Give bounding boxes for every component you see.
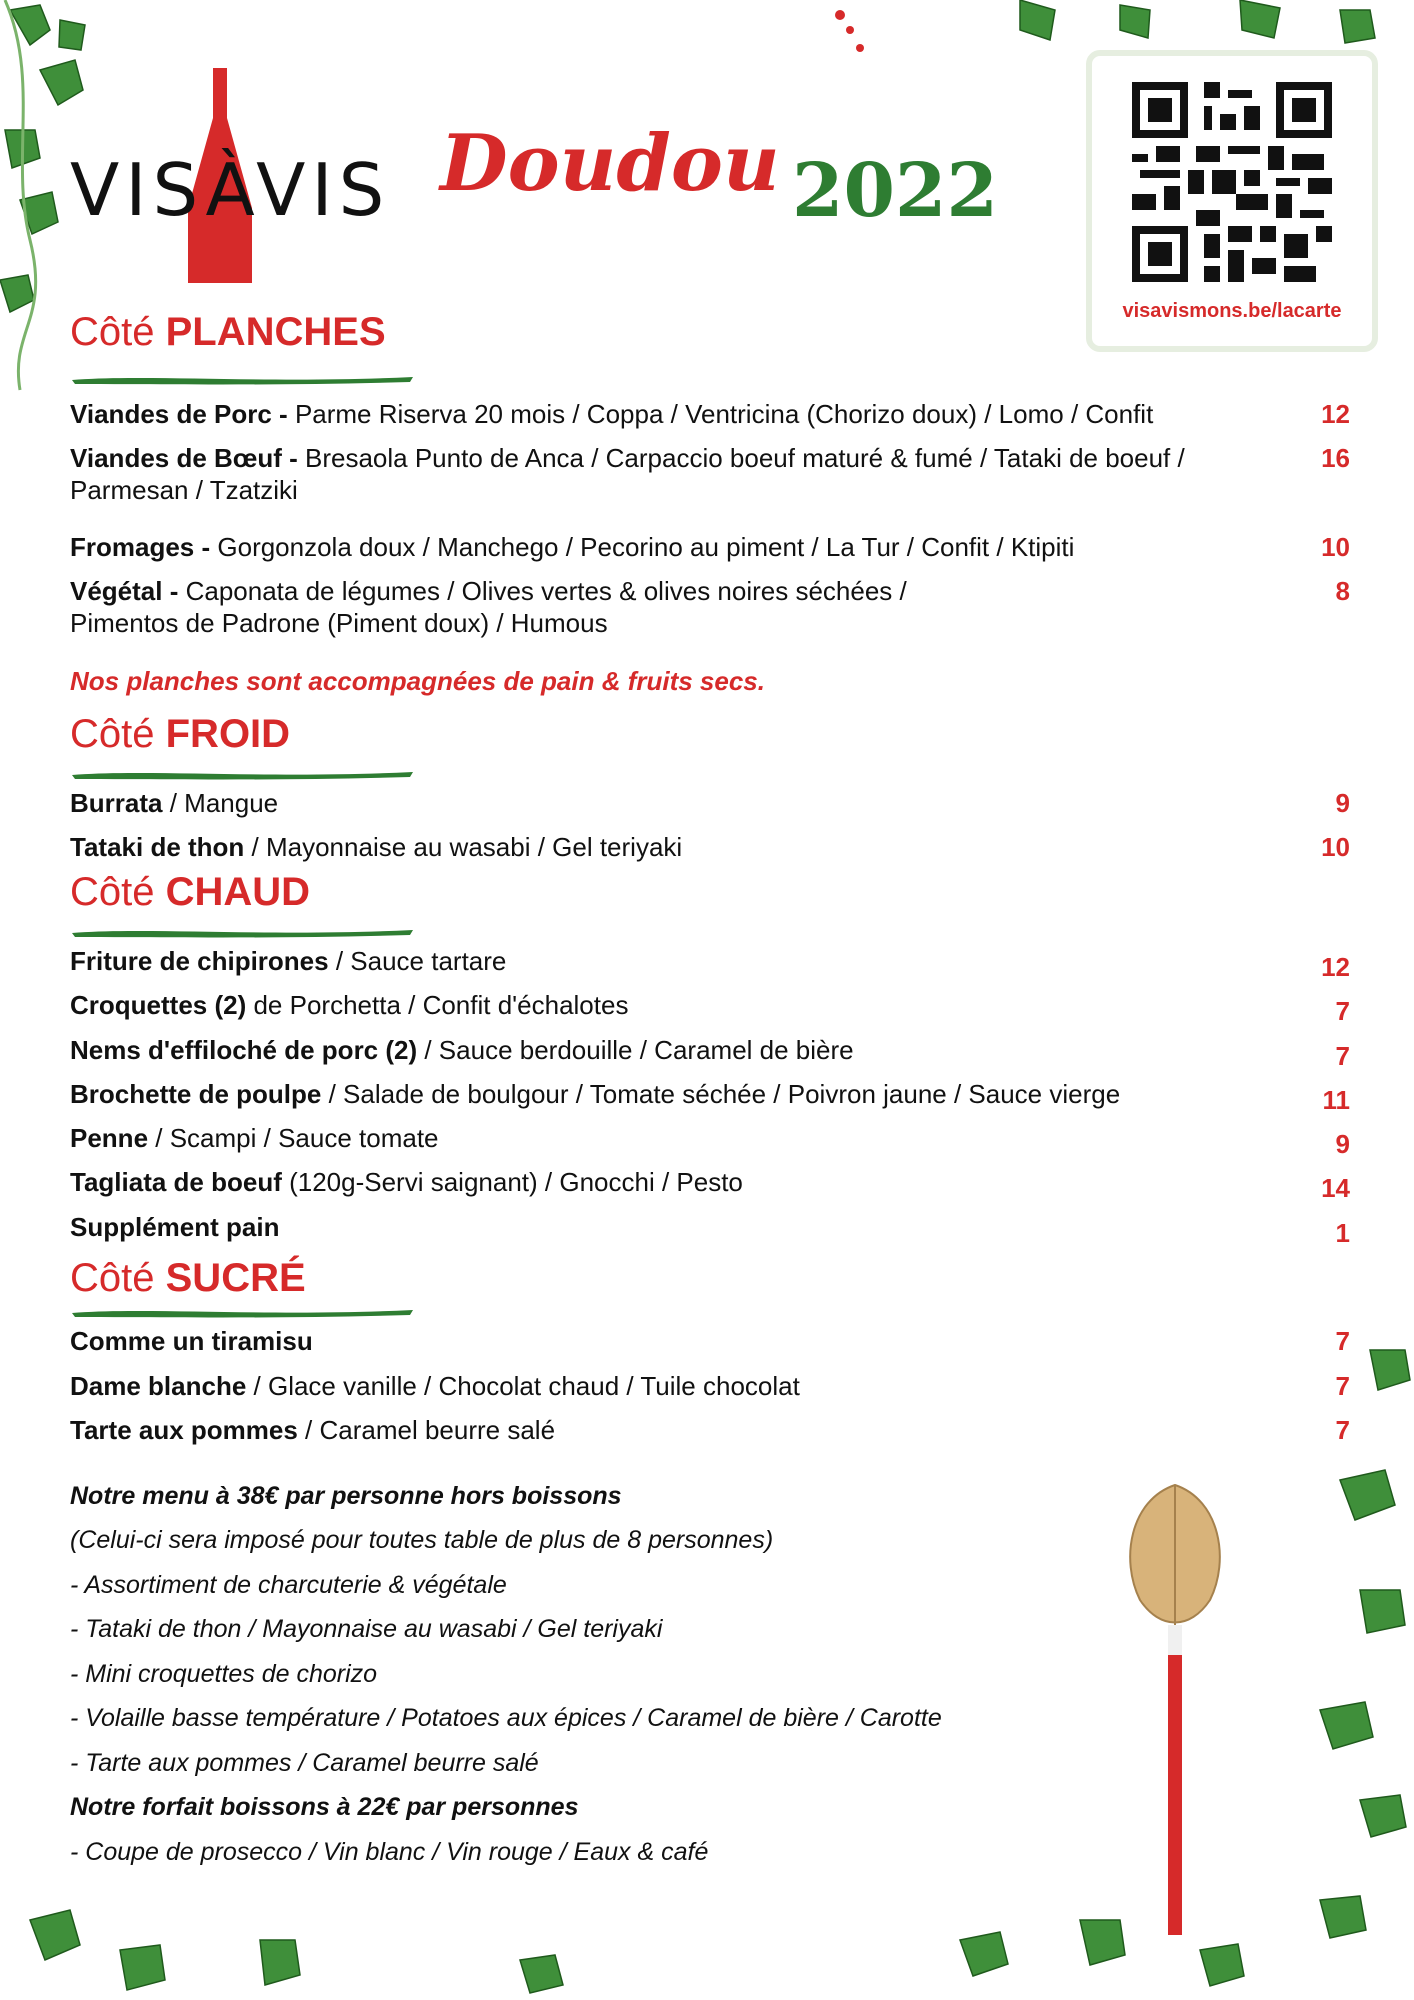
- item-description: Caponata de légumes / Olives vertes & olives noires séchées /: [178, 576, 907, 606]
- ivy-right-side-decoration: [1300, 1330, 1414, 1870]
- item-description: / Glace vanille / Chocolat chaud / Tuile chocolat: [246, 1371, 800, 1401]
- item-description: / Salade de boulgour / Tomate séchée / Poivron jaune / Sauce vierge: [321, 1079, 1121, 1109]
- menu-title-script: Doudou: [440, 118, 780, 209]
- item-name: Nems d'effiloché de porc (2): [70, 1035, 418, 1065]
- section-prefix: Côté: [70, 310, 155, 354]
- item-description: / Caramel beurre salé: [297, 1415, 556, 1445]
- brand-logo: [70, 68, 391, 288]
- item-price: 10: [1321, 532, 1350, 562]
- section-prefix: Côté: [70, 712, 155, 756]
- cookie-on-stick-illustration: [1110, 1480, 1240, 1940]
- item-price: 7: [1335, 1041, 1350, 1071]
- section-name: SUCRÉ: [165, 1256, 306, 1300]
- item-name: Comme un tiramisu: [70, 1326, 313, 1356]
- drinks-package-title: Notre forfait boissons à 22€ par personnes: [70, 1793, 579, 1821]
- item-description: / Mayonnaise au wasabi / Gel teriyaki: [244, 832, 683, 862]
- set-menu-subtitle: (Celui-ci sera imposé pour toutes table de plus de 8 personnes): [70, 1526, 774, 1554]
- item-price: 1: [1335, 1218, 1350, 1248]
- item-description: Parme Riserva 20 mois / Coppa / Ventricina (Chorizo doux) / Lomo / Confit: [287, 399, 1154, 429]
- planches-note: Nos planches sont accompagnées de pain & fruits secs.: [70, 666, 765, 696]
- item-description: / Sauce tartare: [328, 946, 507, 976]
- item-name: Brochette de poulpe: [70, 1079, 322, 1109]
- section-prefix: Côté: [70, 870, 155, 914]
- logo-text: VISÀVIS: [70, 148, 391, 232]
- item-price: 7: [1335, 1415, 1350, 1445]
- item-name: Végétal -: [70, 576, 179, 606]
- section-prefix: Côté: [70, 1256, 155, 1300]
- item-name: Viandes de Porc -: [70, 399, 288, 429]
- item-name: Croquettes (2): [70, 990, 247, 1020]
- set-menu-line: - Assortiment de charcuterie & végétale: [70, 1571, 507, 1599]
- menu-title-year: 2022: [792, 148, 998, 234]
- green-brush-divider: [70, 372, 415, 386]
- item-description: / Sauce berdouille / Caramel de bière: [417, 1035, 854, 1065]
- qr-code-icon[interactable]: [1132, 82, 1332, 282]
- item-name: Burrata: [70, 788, 163, 818]
- section-title-sucre: [70, 1256, 306, 1301]
- drinks-package-line: - Coupe de prosecco / Vin blanc / Vin rouge / Eaux & café: [70, 1838, 709, 1866]
- section-title-planches: [70, 310, 386, 355]
- section-name: FROID: [165, 712, 291, 756]
- item-name: Fromages -: [70, 532, 211, 562]
- item-description: Bresaola Punto de Anca / Carpaccio boeuf maturé & fumé / Tataki de boeuf /: [297, 443, 1185, 473]
- item-price: 9: [1335, 788, 1350, 818]
- item-price: 11: [1322, 1085, 1350, 1115]
- item-name: Dame blanche: [70, 1371, 247, 1401]
- item-name: Tagliata de boeuf: [70, 1167, 282, 1197]
- item-description: Gorgonzola doux / Manchego / Pecorino au piment / La Tur / Confit / Ktipiti: [210, 532, 1075, 562]
- item-price: 9: [1335, 1129, 1350, 1159]
- item-price: 14: [1321, 1173, 1350, 1203]
- item-price: 16: [1321, 443, 1350, 473]
- item-price: 10: [1321, 832, 1350, 862]
- item-name: Tarte aux pommes: [70, 1415, 298, 1445]
- item-price: 7: [1335, 1371, 1350, 1401]
- item-description-continued: Pimentos de Padrone (Piment doux) / Humous: [70, 608, 608, 638]
- item-name: Friture de chipirones: [70, 946, 329, 976]
- item-description: / Mangue: [162, 788, 279, 818]
- set-menu-line: - Volaille basse température / Potatoes aux épices / Caramel de bière / Carotte: [70, 1704, 942, 1732]
- item-name: Tataki de thon: [70, 832, 245, 862]
- green-brush-divider: [70, 1305, 415, 1319]
- green-brush-divider: [70, 767, 415, 781]
- item-price: 12: [1321, 952, 1350, 982]
- item-name: Supplément pain: [70, 1212, 280, 1242]
- green-brush-divider: [70, 925, 415, 939]
- set-menu-title: Notre menu à 38€ par personne hors boissons: [70, 1482, 622, 1510]
- item-price: 12: [1321, 399, 1350, 429]
- item-price: 8: [1335, 576, 1350, 606]
- set-menu-line: - Mini croquettes de chorizo: [70, 1660, 378, 1688]
- item-price: 7: [1335, 1326, 1350, 1356]
- item-price: 7: [1335, 996, 1350, 1026]
- item-description: / Scampi / Sauce tomate: [148, 1123, 439, 1153]
- set-menu-line: - Tataki de thon / Mayonnaise au wasabi / Gel teriyaki: [70, 1615, 663, 1643]
- set-menu-line: - Tarte aux pommes / Caramel beurre salé: [70, 1749, 539, 1777]
- item-description: (120g-Servi saignant) / Gnocchi / Pesto: [281, 1167, 743, 1197]
- item-description-continued: Parmesan / Tzatziki: [70, 475, 298, 505]
- section-name: CHAUD: [165, 870, 311, 914]
- menu-url[interactable]: visavismons.be/lacarte: [1122, 300, 1342, 322]
- item-name: Penne: [70, 1123, 149, 1153]
- section-title-chaud: [70, 870, 310, 915]
- qr-code-card: [1086, 50, 1378, 352]
- item-name: Viandes de Bœuf -: [70, 443, 298, 473]
- item-description: de Porchetta / Confit d'échalotes: [246, 990, 629, 1020]
- section-name: PLANCHES: [165, 310, 386, 354]
- section-title-froid: [70, 712, 290, 757]
